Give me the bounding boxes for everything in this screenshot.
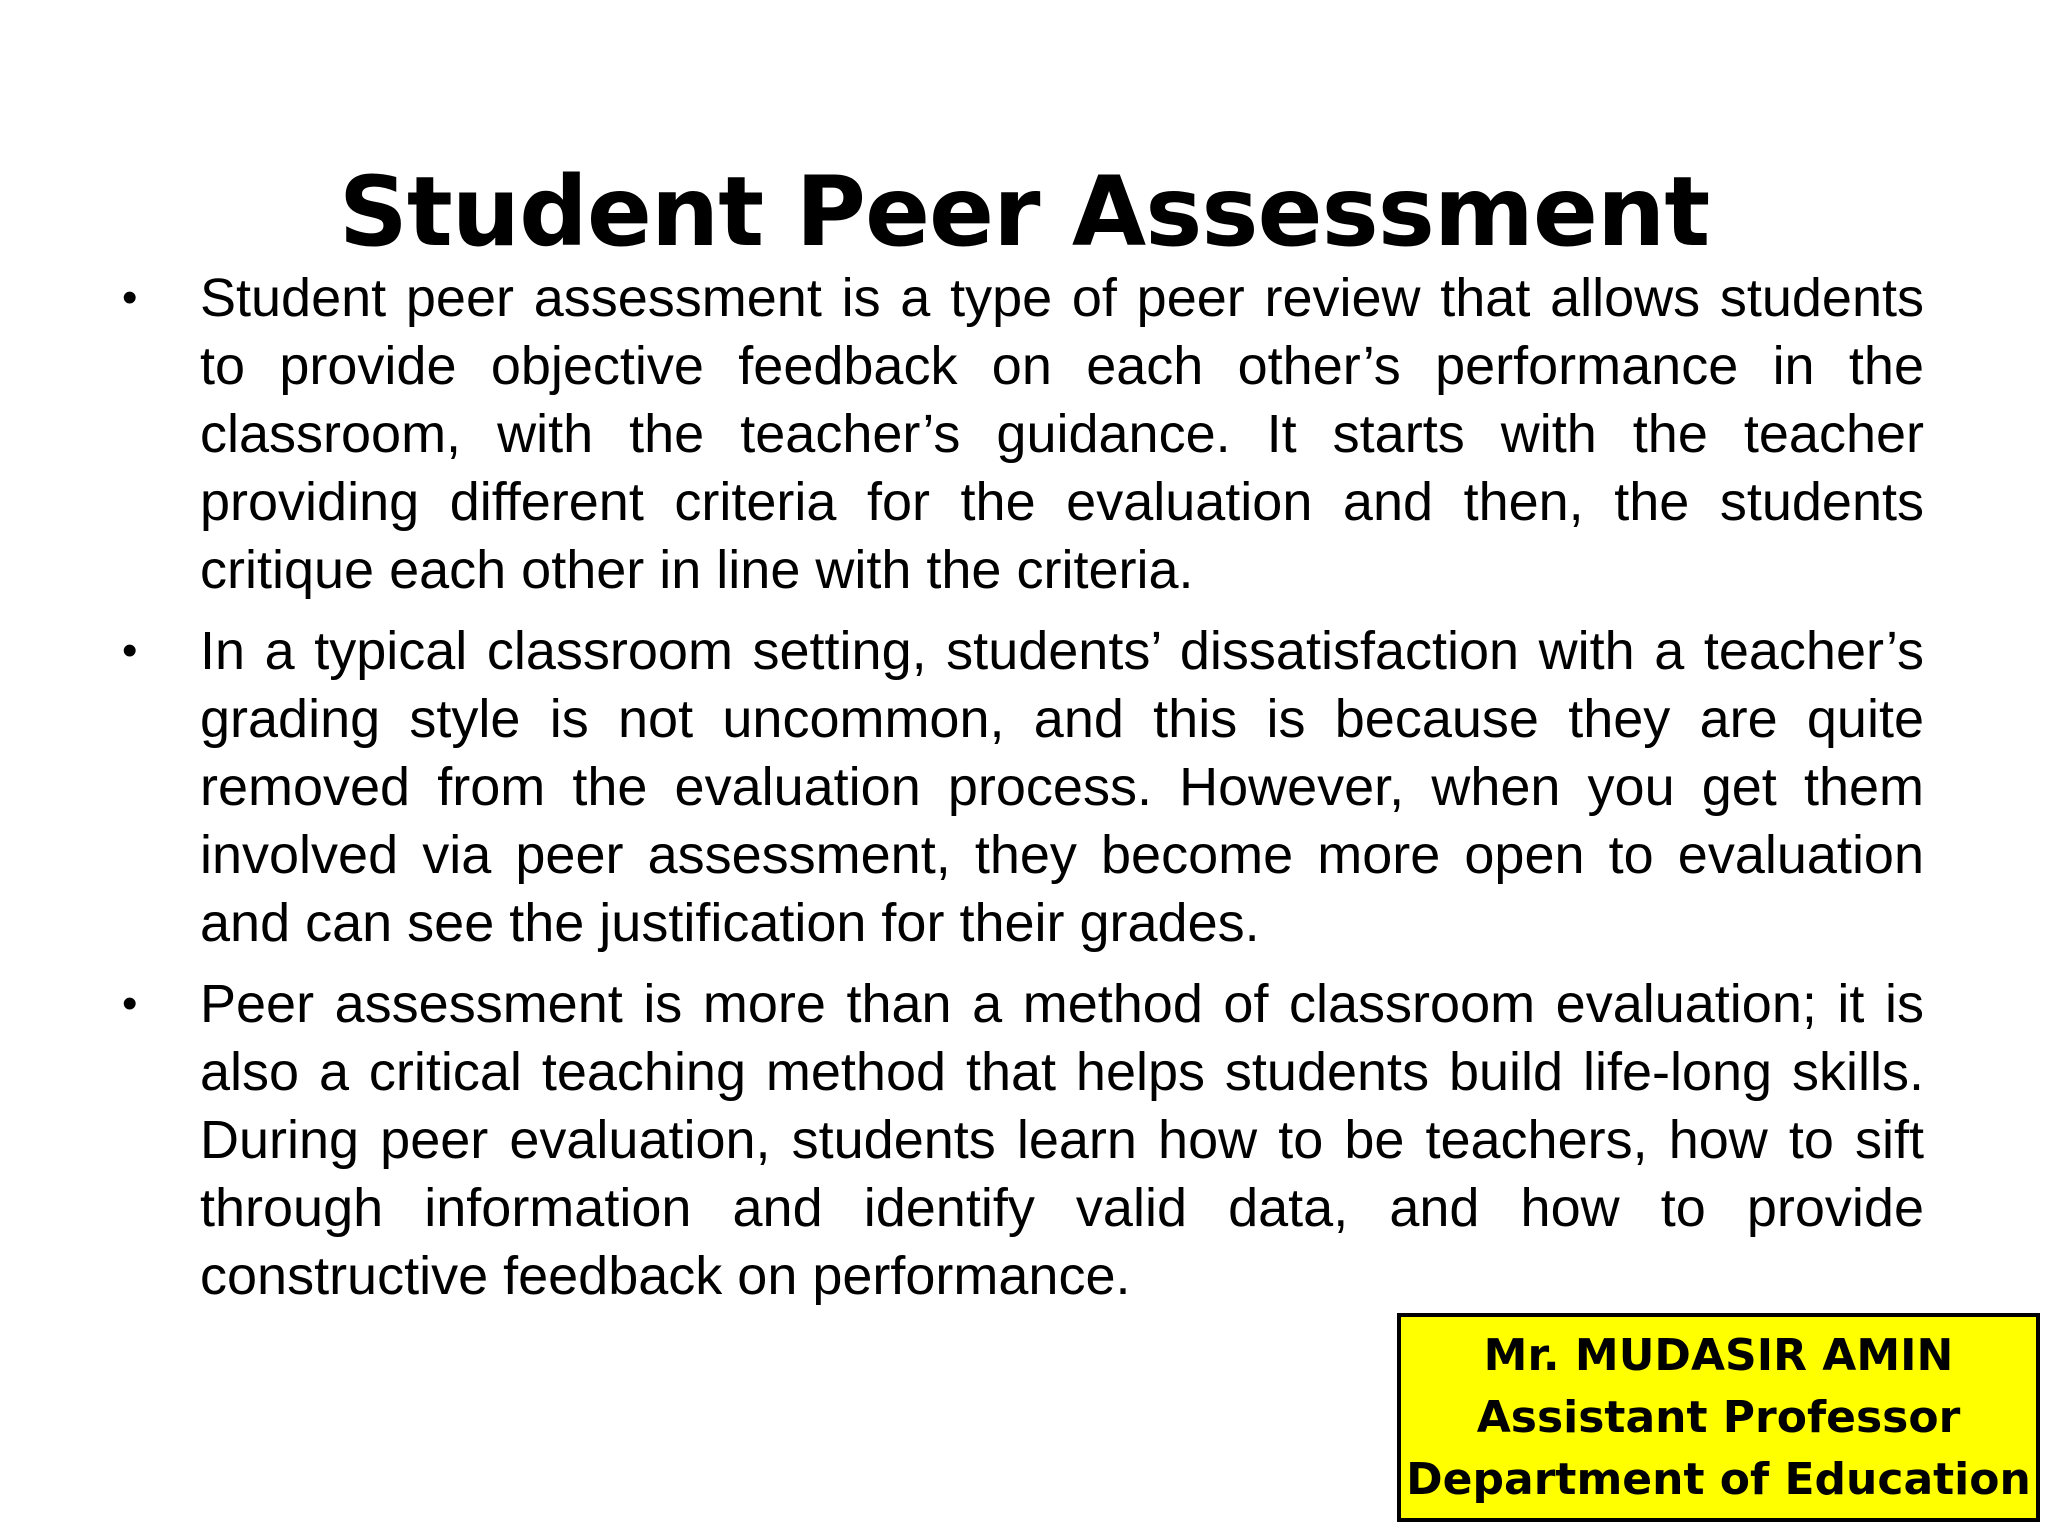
- bullet-icon: •: [122, 273, 138, 322]
- bullet-list: [122, 264, 1924, 1323]
- bullet-text: Student peer assessment is a type of peer review that allows students to provide objective feedback on each other’s performance in the classroom, with the teacher’s guidance. It starts with the teacher providing different criteria for the evaluation and then, the students critique each other in line with the criteria.: [200, 268, 1924, 600]
- bullet-icon: •: [122, 979, 138, 1028]
- bullet-text: In a typical classroom setting, students’ dissatisfaction with a teacher’s grading style is not uncommon, and this is because they are quite removed from the evaluation process. However, when you get them involved via peer assessment, they become more open to evaluation and can see the justification for their grades.: [200, 621, 1924, 953]
- author-name: Mr. MUDASIR AMIN: [1483, 1329, 1954, 1381]
- bullet-icon: •: [122, 626, 138, 675]
- bullet-item: [122, 617, 1924, 957]
- bullet-item: [122, 970, 1924, 1310]
- author-badge: [1397, 1313, 2040, 1522]
- author-position: Assistant Professor: [1476, 1391, 1961, 1443]
- slide-title: Student Peer Assessment: [338, 156, 1710, 269]
- bullet-text: Peer assessment is more than a method of classroom evaluation; it is also a critical teaching method that helps students build life-long skills. During peer evaluation, students learn how to be teachers, how to sift through information and identify valid data, and how to provide constructive feedback on performance.: [200, 974, 1924, 1306]
- bullet-item: [122, 264, 1924, 604]
- author-department: Department of Education: [1406, 1453, 2031, 1505]
